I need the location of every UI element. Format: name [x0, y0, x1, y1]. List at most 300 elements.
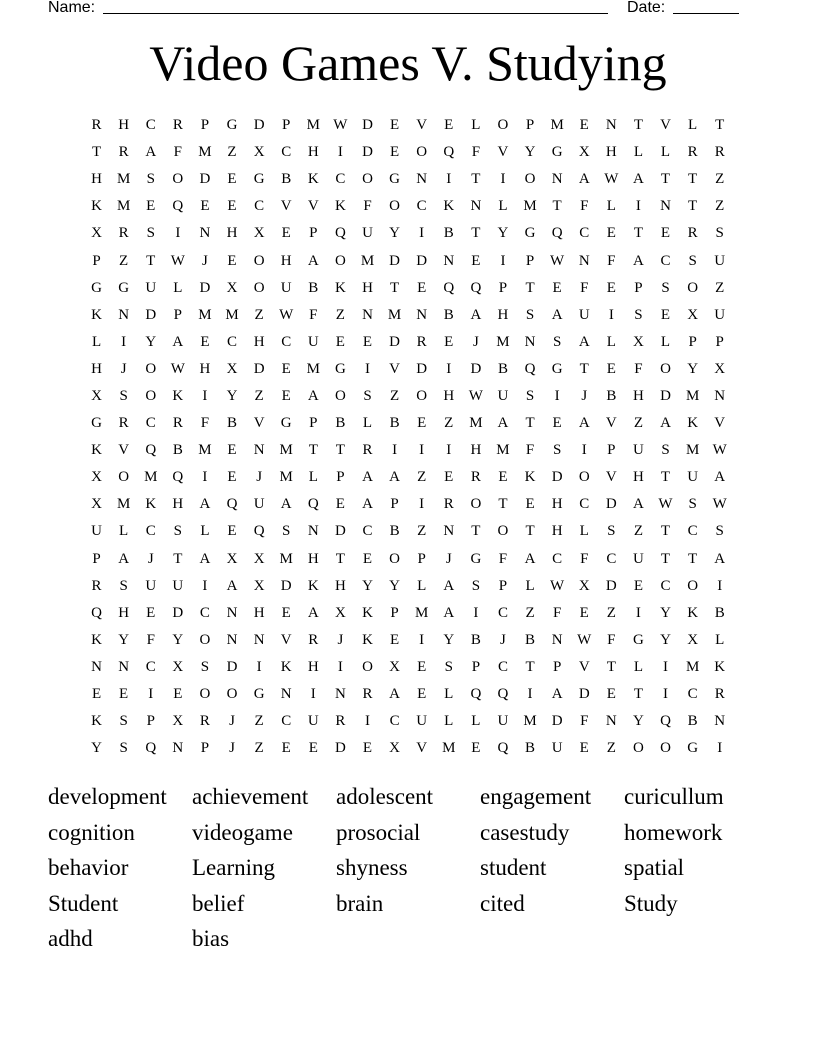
grid-letter[interactable]: I	[717, 740, 723, 757]
grid-letter[interactable]: Y	[118, 631, 130, 648]
grid-letter[interactable]: I	[554, 387, 560, 404]
grid-letter[interactable]: U	[145, 577, 157, 594]
grid-letter[interactable]: E	[200, 333, 210, 350]
grid-letter[interactable]: A	[578, 415, 590, 432]
grid-letter[interactable]: I	[337, 144, 343, 161]
grid-letter[interactable]: P	[336, 469, 345, 486]
grid-letter[interactable]: W	[170, 252, 185, 269]
grid-letter[interactable]: O	[660, 360, 671, 377]
grid-letter[interactable]: X	[687, 306, 699, 323]
grid-letter[interactable]: O	[172, 171, 184, 188]
grid-letter[interactable]: F	[580, 198, 589, 215]
grid-letter[interactable]: M	[550, 117, 564, 134]
grid-letter[interactable]: H	[633, 387, 644, 404]
grid-letter[interactable]: L	[444, 686, 454, 703]
grid-letter[interactable]: K	[91, 198, 102, 215]
grid-letter[interactable]: T	[471, 523, 481, 540]
grid-letter[interactable]: E	[660, 225, 671, 242]
grid-letter[interactable]: T	[498, 496, 508, 513]
grid-letter[interactable]: T	[525, 658, 535, 675]
grid-letter[interactable]: Z	[417, 469, 427, 486]
grid-letter[interactable]: X	[253, 550, 265, 567]
grid-letter[interactable]: M	[116, 496, 131, 513]
grid-letter[interactable]: V	[660, 117, 671, 134]
grid-letter[interactable]: I	[446, 171, 452, 188]
grid-letter[interactable]: A	[714, 550, 726, 567]
grid-letter[interactable]: S	[715, 523, 724, 540]
grid-letter[interactable]: L	[606, 333, 616, 350]
grid-letter[interactable]: U	[687, 469, 699, 486]
grid-letter[interactable]: Y	[633, 713, 644, 730]
grid-letter[interactable]: C	[145, 415, 156, 432]
grid-letter[interactable]: I	[392, 442, 398, 459]
grid-letter[interactable]: O	[633, 740, 644, 757]
grid-letter[interactable]: B	[443, 306, 454, 323]
grid-letter[interactable]: K	[91, 442, 102, 459]
grid-letter[interactable]: X	[578, 144, 590, 161]
grid-letter[interactable]: I	[148, 686, 154, 703]
grid-letter[interactable]: D	[578, 686, 590, 703]
grid-letter[interactable]: C	[145, 117, 156, 134]
grid-letter[interactable]: P	[282, 117, 291, 134]
grid-letter[interactable]: V	[578, 658, 590, 675]
grid-letter[interactable]: I	[635, 604, 641, 621]
grid-letter[interactable]: K	[687, 415, 699, 432]
grid-letter[interactable]: D	[389, 252, 400, 269]
grid-letter[interactable]: E	[444, 333, 454, 350]
grid-letter[interactable]: M	[685, 658, 700, 675]
grid-letter[interactable]: C	[687, 523, 698, 540]
grid-letter[interactable]: H	[605, 144, 617, 161]
grid-letter[interactable]: Q	[660, 713, 671, 730]
grid-letter[interactable]: I	[527, 686, 533, 703]
grid-letter[interactable]: W	[279, 306, 294, 323]
grid-letter[interactable]: O	[416, 144, 428, 161]
grid-letter[interactable]: V	[280, 631, 292, 648]
grid-letter[interactable]: F	[309, 306, 318, 323]
grid-letter[interactable]: C	[579, 225, 590, 242]
grid-letter[interactable]: E	[444, 117, 454, 134]
grid-letter[interactable]: Q	[497, 686, 509, 703]
grid-letter[interactable]: H	[199, 360, 211, 377]
grid-letter[interactable]: I	[500, 171, 506, 188]
grid-letter[interactable]: E	[444, 469, 454, 486]
grid-letter[interactable]: J	[256, 469, 263, 486]
grid-letter[interactable]: R	[443, 496, 454, 513]
grid-letter[interactable]: T	[688, 198, 698, 215]
grid-letter[interactable]: D	[362, 144, 373, 161]
grid-letter[interactable]: N	[524, 333, 536, 350]
grid-letter[interactable]: X	[687, 631, 699, 648]
grid-letter[interactable]: N	[551, 171, 563, 188]
grid-letter[interactable]: U	[497, 387, 509, 404]
grid-letter[interactable]: E	[200, 198, 210, 215]
grid-letter[interactable]: A	[362, 496, 373, 513]
grid-letter[interactable]: R	[470, 469, 481, 486]
grid-letter[interactable]: H	[172, 496, 184, 513]
grid-letter[interactable]: E	[417, 415, 427, 432]
grid-letter[interactable]: Q	[145, 442, 157, 459]
grid-letter[interactable]: K	[307, 577, 319, 594]
grid-letter[interactable]: F	[607, 631, 616, 648]
grid-letter[interactable]: Y	[362, 577, 373, 594]
grid-letter[interactable]: M	[144, 469, 158, 486]
grid-letter[interactable]: N	[660, 198, 671, 215]
grid-letter[interactable]: M	[198, 144, 212, 161]
grid-letter[interactable]: A	[199, 496, 211, 513]
grid-letter[interactable]: A	[551, 686, 563, 703]
grid-letter[interactable]: I	[202, 577, 208, 594]
grid-letter[interactable]: V	[280, 198, 292, 215]
grid-letter[interactable]: M	[116, 171, 131, 188]
grid-letter[interactable]: O	[253, 279, 265, 296]
grid-letter[interactable]: Y	[172, 631, 184, 648]
grid-letter[interactable]: M	[685, 442, 700, 459]
grid-letter[interactable]: A	[633, 171, 644, 188]
grid-letter[interactable]: P	[471, 658, 481, 675]
grid-letter[interactable]: A	[524, 550, 536, 567]
grid-letter[interactable]: O	[334, 387, 346, 404]
grid-letter[interactable]: R	[118, 144, 129, 161]
grid-letter[interactable]: U	[633, 442, 644, 459]
grid-letter[interactable]: F	[471, 144, 481, 161]
grid-letter[interactable]: U	[416, 713, 428, 730]
grid-letter[interactable]: G	[226, 117, 238, 134]
grid-letter[interactable]: B	[389, 415, 400, 432]
grid-letter[interactable]: Z	[715, 279, 725, 296]
grid-letter[interactable]: Z	[254, 387, 264, 404]
grid-letter[interactable]: P	[634, 279, 643, 296]
grid-letter[interactable]: G	[551, 144, 563, 161]
grid-letter[interactable]: K	[172, 387, 184, 404]
grid-letter[interactable]: M	[523, 198, 537, 215]
grid-letter[interactable]: S	[688, 252, 697, 269]
grid-letter[interactable]: M	[279, 550, 293, 567]
grid-letter[interactable]: Z	[525, 604, 535, 621]
grid-letter[interactable]: G	[118, 279, 130, 296]
grid-letter[interactable]: R	[362, 686, 373, 703]
grid-letter[interactable]: H	[307, 658, 319, 675]
grid-letter[interactable]: H	[633, 469, 644, 486]
grid-letter[interactable]: X	[389, 740, 400, 757]
grid-letter[interactable]: E	[308, 740, 318, 757]
grid-letter[interactable]: I	[608, 306, 614, 323]
grid-letter[interactable]: E	[417, 279, 427, 296]
grid-letter[interactable]: U	[280, 279, 292, 296]
grid-letter[interactable]: A	[551, 306, 563, 323]
grid-letter[interactable]: U	[145, 279, 157, 296]
grid-letter[interactable]: F	[580, 713, 589, 730]
grid-letter[interactable]: T	[660, 469, 671, 486]
grid-letter[interactable]: P	[146, 713, 155, 730]
grid-letter[interactable]: F	[634, 360, 643, 377]
grid-letter[interactable]: R	[118, 225, 129, 242]
grid-letter[interactable]: A	[172, 333, 184, 350]
grid-letter[interactable]: B	[470, 631, 481, 648]
grid-letter[interactable]: L	[579, 523, 589, 540]
grid-letter[interactable]: A	[633, 496, 644, 513]
grid-letter[interactable]: E	[227, 469, 237, 486]
grid-letter[interactable]: S	[119, 577, 128, 594]
grid-letter[interactable]: O	[145, 360, 157, 377]
grid-letter[interactable]: D	[605, 496, 617, 513]
grid-letter[interactable]: D	[253, 360, 265, 377]
grid-letter[interactable]: T	[633, 225, 643, 242]
grid-letter[interactable]: Z	[606, 604, 616, 621]
grid-letter[interactable]: X	[91, 225, 102, 242]
grid-letter[interactable]: I	[663, 658, 669, 675]
grid-letter[interactable]: X	[91, 496, 102, 513]
grid-letter[interactable]: X	[172, 713, 184, 730]
grid-letter[interactable]: E	[471, 740, 481, 757]
grid-letter[interactable]: J	[147, 550, 154, 567]
grid-letter[interactable]: W	[550, 577, 565, 594]
grid-letter[interactable]: F	[498, 550, 508, 567]
grid-letter[interactable]: G	[280, 415, 292, 432]
grid-letter[interactable]: M	[279, 442, 293, 459]
grid-letter[interactable]: I	[175, 225, 181, 242]
grid-letter[interactable]: K	[362, 631, 373, 648]
grid-letter[interactable]: T	[715, 117, 725, 134]
grid-letter[interactable]: L	[308, 469, 318, 486]
grid-letter[interactable]: D	[551, 713, 563, 730]
grid-letter[interactable]: G	[633, 631, 644, 648]
grid-letter[interactable]: U	[714, 252, 726, 269]
grid-letter[interactable]: E	[552, 279, 562, 296]
grid-letter[interactable]: E	[281, 360, 291, 377]
grid-letter[interactable]: M	[116, 198, 131, 215]
grid-letter[interactable]: G	[334, 360, 346, 377]
grid-letter[interactable]: G	[389, 171, 400, 188]
grid-letter[interactable]: D	[334, 740, 346, 757]
grid-letter[interactable]: K	[280, 658, 292, 675]
grid-letter[interactable]: E	[389, 144, 400, 161]
grid-letter[interactable]: B	[687, 713, 698, 730]
grid-letter[interactable]: N	[416, 171, 428, 188]
grid-letter[interactable]: S	[688, 496, 697, 513]
grid-letter[interactable]: V	[416, 117, 428, 134]
grid-letter[interactable]: B	[389, 523, 400, 540]
grid-letter[interactable]: E	[119, 686, 129, 703]
grid-letter[interactable]: Q	[91, 604, 102, 621]
grid-letter[interactable]: E	[633, 577, 643, 594]
grid-letter[interactable]: P	[309, 225, 318, 242]
grid-letter[interactable]: N	[443, 252, 455, 269]
grid-letter[interactable]: K	[714, 658, 726, 675]
grid-letter[interactable]: L	[498, 198, 508, 215]
grid-letter[interactable]: L	[362, 415, 373, 432]
grid-letter[interactable]: P	[390, 604, 399, 621]
grid-letter[interactable]: R	[687, 225, 698, 242]
grid-letter[interactable]: Z	[335, 306, 345, 323]
grid-letter[interactable]: N	[91, 658, 102, 675]
grid-letter[interactable]: K	[443, 198, 455, 215]
grid-letter[interactable]: S	[525, 306, 535, 323]
grid-letter[interactable]: Q	[524, 360, 536, 377]
grid-letter[interactable]: B	[335, 415, 346, 432]
grid-letter[interactable]: J	[445, 550, 452, 567]
grid-letter[interactable]: K	[91, 713, 102, 730]
grid-letter[interactable]: A	[714, 469, 726, 486]
grid-letter[interactable]: L	[471, 117, 481, 134]
grid-letter[interactable]: I	[581, 442, 587, 459]
grid-letter[interactable]: E	[227, 523, 237, 540]
grid-letter[interactable]: Q	[253, 523, 265, 540]
grid-letter[interactable]: R	[416, 333, 427, 350]
grid-letter[interactable]: D	[416, 252, 428, 269]
grid-letter[interactable]: Y	[145, 333, 157, 350]
grid-letter[interactable]: S	[363, 387, 372, 404]
grid-letter[interactable]: N	[551, 631, 563, 648]
grid-letter[interactable]: E	[579, 117, 589, 134]
grid-letter[interactable]: J	[581, 387, 588, 404]
grid-letter[interactable]: C	[416, 198, 427, 215]
grid-letter[interactable]: C	[606, 550, 617, 567]
grid-letter[interactable]: L	[606, 198, 616, 215]
grid-letter[interactable]: A	[578, 171, 590, 188]
grid-letter[interactable]: D	[226, 658, 238, 675]
grid-letter[interactable]: X	[226, 360, 238, 377]
grid-letter[interactable]: E	[281, 225, 291, 242]
grid-letter[interactable]: K	[307, 171, 319, 188]
grid-letter[interactable]: U	[714, 306, 726, 323]
grid-letter[interactable]: M	[198, 442, 212, 459]
grid-letter[interactable]: P	[200, 117, 210, 134]
grid-letter[interactable]: A	[307, 387, 319, 404]
grid-letter[interactable]: L	[660, 144, 671, 161]
grid-letter[interactable]: Q	[443, 279, 455, 296]
grid-letter[interactable]: G	[253, 171, 265, 188]
grid-letter[interactable]: B	[497, 360, 508, 377]
grid-letter[interactable]: A	[389, 686, 400, 703]
grid-letter[interactable]: J	[229, 740, 235, 757]
grid-letter[interactable]: N	[362, 306, 373, 323]
grid-letter[interactable]: H	[470, 442, 482, 459]
name-blank[interactable]	[103, 0, 608, 14]
grid-letter[interactable]: X	[91, 387, 102, 404]
grid-letter[interactable]: M	[415, 604, 429, 621]
grid-letter[interactable]: M	[306, 360, 320, 377]
grid-letter[interactable]: S	[444, 658, 453, 675]
grid-letter[interactable]: S	[119, 713, 128, 730]
grid-letter[interactable]: D	[551, 469, 563, 486]
grid-letter[interactable]: Z	[254, 713, 264, 730]
grid-letter[interactable]: F	[363, 198, 372, 215]
grid-letter[interactable]: T	[525, 279, 535, 296]
grid-letter[interactable]: O	[660, 740, 671, 757]
grid-letter[interactable]: T	[335, 442, 345, 459]
grid-letter[interactable]: Z	[633, 415, 643, 432]
grid-letter[interactable]: I	[717, 577, 723, 594]
grid-letter[interactable]: M	[442, 740, 456, 757]
grid-letter[interactable]: N	[307, 523, 319, 540]
grid-letter[interactable]: E	[417, 658, 427, 675]
grid-letter[interactable]: G	[524, 225, 536, 242]
grid-letter[interactable]: F	[525, 442, 535, 459]
grid-letter[interactable]: V	[497, 144, 509, 161]
grid-letter[interactable]: N	[334, 686, 346, 703]
grid-letter[interactable]: B	[714, 604, 725, 621]
grid-letter[interactable]: C	[145, 658, 156, 675]
grid-letter[interactable]: U	[633, 550, 644, 567]
grid-letter[interactable]: W	[333, 117, 348, 134]
grid-letter[interactable]: A	[578, 333, 590, 350]
grid-letter[interactable]: H	[91, 360, 102, 377]
grid-letter[interactable]: U	[253, 496, 265, 513]
grid-letter[interactable]: C	[552, 550, 563, 567]
grid-letter[interactable]: U	[91, 523, 102, 540]
grid-letter[interactable]: P	[92, 252, 101, 269]
grid-letter[interactable]: V	[118, 442, 130, 459]
grid-letter[interactable]: H	[551, 523, 563, 540]
grid-letter[interactable]: G	[470, 550, 482, 567]
grid-letter[interactable]: O	[334, 252, 346, 269]
grid-letter[interactable]: V	[307, 198, 319, 215]
grid-letter[interactable]: X	[714, 360, 726, 377]
grid-letter[interactable]: I	[419, 225, 425, 242]
grid-letter[interactable]: M	[523, 713, 537, 730]
grid-letter[interactable]: C	[227, 333, 238, 350]
grid-letter[interactable]: Z	[715, 171, 725, 188]
grid-letter[interactable]: B	[172, 442, 183, 459]
grid-letter[interactable]: P	[173, 306, 182, 323]
grid-letter[interactable]: N	[443, 523, 455, 540]
grid-letter[interactable]: T	[552, 198, 562, 215]
grid-letter[interactable]: M	[469, 415, 483, 432]
grid-letter[interactable]: Q	[443, 144, 455, 161]
grid-letter[interactable]: W	[712, 496, 727, 513]
grid-letter[interactable]: D	[199, 171, 211, 188]
grid-letter[interactable]: E	[579, 604, 589, 621]
grid-letter[interactable]: B	[606, 387, 617, 404]
grid-letter[interactable]: I	[364, 713, 370, 730]
grid-letter[interactable]: B	[227, 415, 238, 432]
grid-letter[interactable]: K	[362, 604, 373, 621]
grid-letter[interactable]: Z	[119, 252, 129, 269]
grid-letter[interactable]: X	[226, 279, 238, 296]
grid-letter[interactable]: I	[419, 442, 425, 459]
grid-letter[interactable]: J	[337, 631, 344, 648]
grid-letter[interactable]: L	[715, 631, 725, 648]
grid-letter[interactable]: Y	[497, 225, 509, 242]
grid-letter[interactable]: P	[390, 496, 399, 513]
grid-letter[interactable]: N	[714, 713, 726, 730]
grid-letter[interactable]: V	[253, 415, 265, 432]
grid-letter[interactable]: H	[118, 604, 130, 621]
grid-letter[interactable]: S	[525, 387, 535, 404]
grid-letter[interactable]: U	[172, 577, 184, 594]
grid-letter[interactable]: S	[607, 523, 616, 540]
grid-letter[interactable]: E	[606, 279, 616, 296]
grid-letter[interactable]: C	[660, 577, 671, 594]
grid-letter[interactable]: A	[226, 577, 238, 594]
grid-letter[interactable]: F	[200, 415, 210, 432]
grid-letter[interactable]: W	[712, 442, 727, 459]
grid-letter[interactable]: R	[91, 577, 102, 594]
grid-letter[interactable]: V	[605, 469, 617, 486]
grid-letter[interactable]: E	[281, 740, 291, 757]
grid-letter[interactable]: E	[389, 631, 400, 648]
grid-letter[interactable]: H	[280, 252, 292, 269]
grid-letter[interactable]: L	[444, 713, 454, 730]
grid-letter[interactable]: N	[118, 306, 130, 323]
grid-letter[interactable]: T	[173, 550, 183, 567]
grid-letter[interactable]: N	[416, 306, 428, 323]
grid-letter[interactable]: M	[496, 442, 510, 459]
grid-letter[interactable]: D	[334, 523, 346, 540]
grid-letter[interactable]: K	[334, 279, 346, 296]
grid-letter[interactable]: R	[118, 415, 129, 432]
